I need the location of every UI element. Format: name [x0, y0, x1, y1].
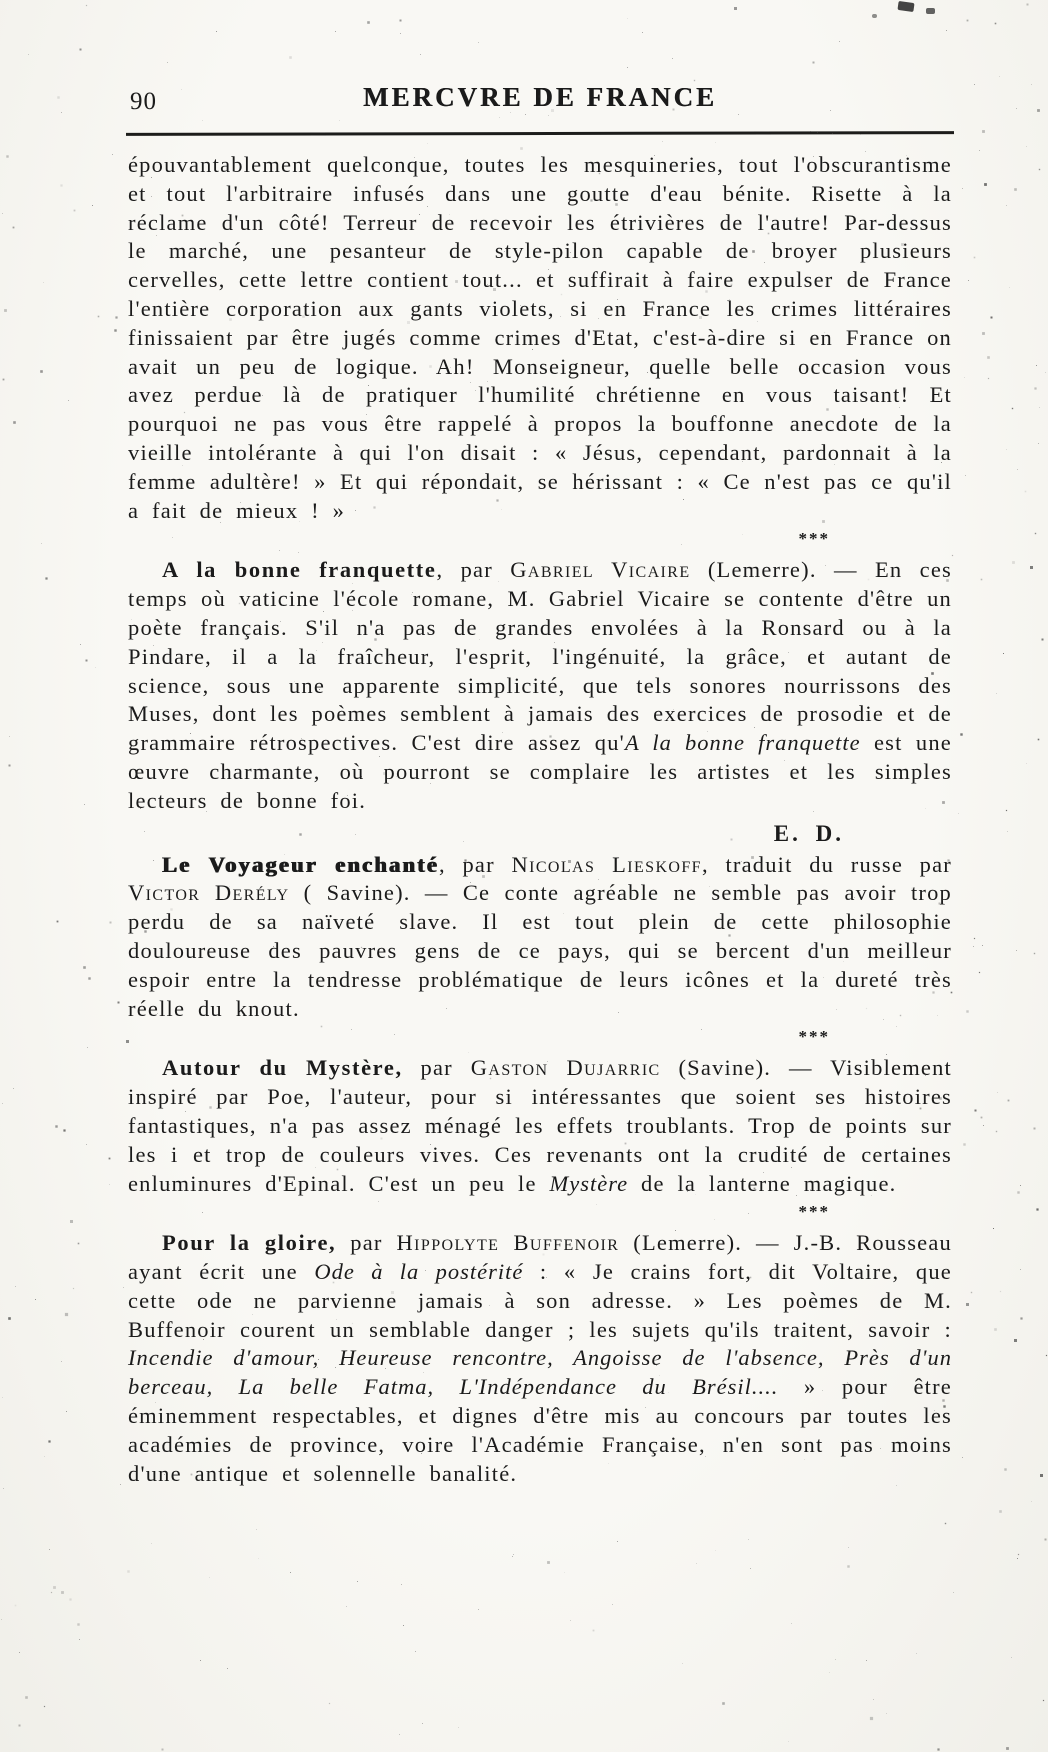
text-run: est une œuvre charmante, où pourront se complaire les artistes et les simples lecteurs de bonne foi. — [128, 730, 952, 813]
italic-phrase: A la bonne franquette — [624, 730, 861, 756]
review-title: A la bonne franquette — [162, 557, 437, 583]
scan-artifact — [872, 14, 877, 18]
scan-artifact — [926, 8, 935, 14]
scan-artifact — [897, 1, 914, 12]
text-run: par — [336, 1230, 397, 1256]
review-autour-du-mystere — [128, 1054, 952, 1198]
review-title: Autour du Mystère, — [162, 1055, 403, 1081]
author-name: Victor Derély — [128, 880, 290, 906]
author-name: Nicolas Lieskoff — [511, 851, 702, 877]
text-run: (Lemerre). — En ces temps où vaticine l'école romane, M. Gabriel Vicaire se contente d'être un poète français. S'il n'a pas de grandes envolées à la Ronsard ou à la Pindare, il a la fraîcheur, l'esprit, l'ingénuité, la grâce, et autant de science, sous une apparente simplicité, que tels sonores nourrissons des Muses, dont les poèmes semblent à jamais des exercices de prosodie et de grammaire rétrospectives. C'est dire assez qu' — [128, 557, 952, 756]
author-name: Gaston Dujarric — [470, 1055, 661, 1081]
reviewer-initials: E. D. — [773, 820, 844, 846]
author-name: Gabriel Vicaire — [510, 557, 691, 583]
review-title: Le Voyageur enchanté — [162, 851, 439, 877]
page-body — [128, 151, 952, 1488]
text-run: (Savine). — Visiblement inspiré par Poe, l'auteur, pour si intéressantes que soient ses histoires fantastiques, n'a pas assez ménagé les effets troublants. Trop de points sur les i et trop de couleurs vives. Ces revenants ont la crudité de certaines enluminures d'Epinal. C'est un peu le — [128, 1055, 952, 1196]
journal-title: MERCVRE DE FRANCE — [363, 82, 717, 112]
section-separator: *** — [798, 529, 830, 549]
text-run: , par — [436, 557, 511, 583]
page-number: 90 — [130, 88, 157, 115]
text-run: : « Je crains fort, dit Voltaire, que cette ode ne parvienne jamais à son adresse. » Les poèmes de M. Buffenoir courent un semblable danger ; les sujets qu'ils traitent, savoir : — [128, 1259, 952, 1342]
paragraph-continuation — [128, 151, 952, 525]
author-name: Hippolyte Buffenoir — [396, 1230, 620, 1256]
text-run: épouvantablement quelconque, toutes les mesquineries, tout l'obscurantisme et tout l'arbitraire infusés dans une goutte d'eau bénite. Risette à la réclame d'un côté! Terreur de recevoir les étrivières de l'autre! Par-dessus le marché, une pesanteur de style-pilon capable de broyer plusieurs cervelles, cette lettre contient tout... et suffirait à faire expulser de France l'entière corporation aux gants violets, si en France les crimes littéraires finissaient par être jugés comme crimes d'Etat, c'est-à-dire si en France on avait un peu de logique. Ah! Monseigneur, quelle belle occasion vous avez perdue là de pratiquer l'humilité chrétienne en vous taisant! Et pourquoi ne pas vous être rappelé à propos la bouffonne anecdote de la vieille intolérante à qui l'on disait : « Jésus, cependant, pardonnait à la femme adultère! » Et qui répondait, se hérissant : « Ce n'est pas ce qu'il a fait de mieux ! » — [128, 152, 952, 523]
page-header — [128, 82, 952, 122]
text-run: (Lemerre). — J.-B. Rousseau ayant écrit une — [128, 1230, 952, 1285]
review-pour-la-gloire — [128, 1229, 952, 1488]
text-run: , traduit du russe par — [701, 851, 952, 877]
text-run: par — [402, 1055, 471, 1081]
review-a-la-bonne-franquette — [128, 556, 952, 815]
text-run: , par — [439, 851, 512, 877]
review-title: Pour la gloire, — [162, 1230, 337, 1256]
header-rule — [126, 131, 954, 136]
section-separator: *** — [798, 1027, 830, 1047]
text-run: ( Savine). — Ce conte agréable ne semble pas avoir trop perdu de sa naïveté slave. Il est tout plein de cette philosophie douloureuse des pauvres gens de ce pays, qui se bercent d'un meilleur espoir entre la tendresse problématique de leurs icônes et la dureté très réelle du knout. — [128, 880, 952, 1021]
section-separator: *** — [798, 1202, 830, 1222]
italic-phrase: Mystère — [549, 1170, 629, 1196]
scan-noise-layer — [0, 0, 1, 1]
italic-phrase: Ode à la postérité — [314, 1259, 524, 1285]
text-run: de la lanterne magique. — [628, 1170, 897, 1196]
text-run: » pour être éminemment respectables, et dignes d'être mis au concours par toutes les académies de province, voire l'Académie Française, n'en sont pas moins d'une antique et solennelle banalité. — [128, 1374, 952, 1486]
review-le-voyageur-enchante — [128, 851, 952, 1024]
italic-phrase: Incendie d'amour, Heureuse rencontre, Angoisse de l'absence, Près d'un berceau, La belle Fatma, L'Indépendance du Brésil.... — [128, 1345, 952, 1400]
